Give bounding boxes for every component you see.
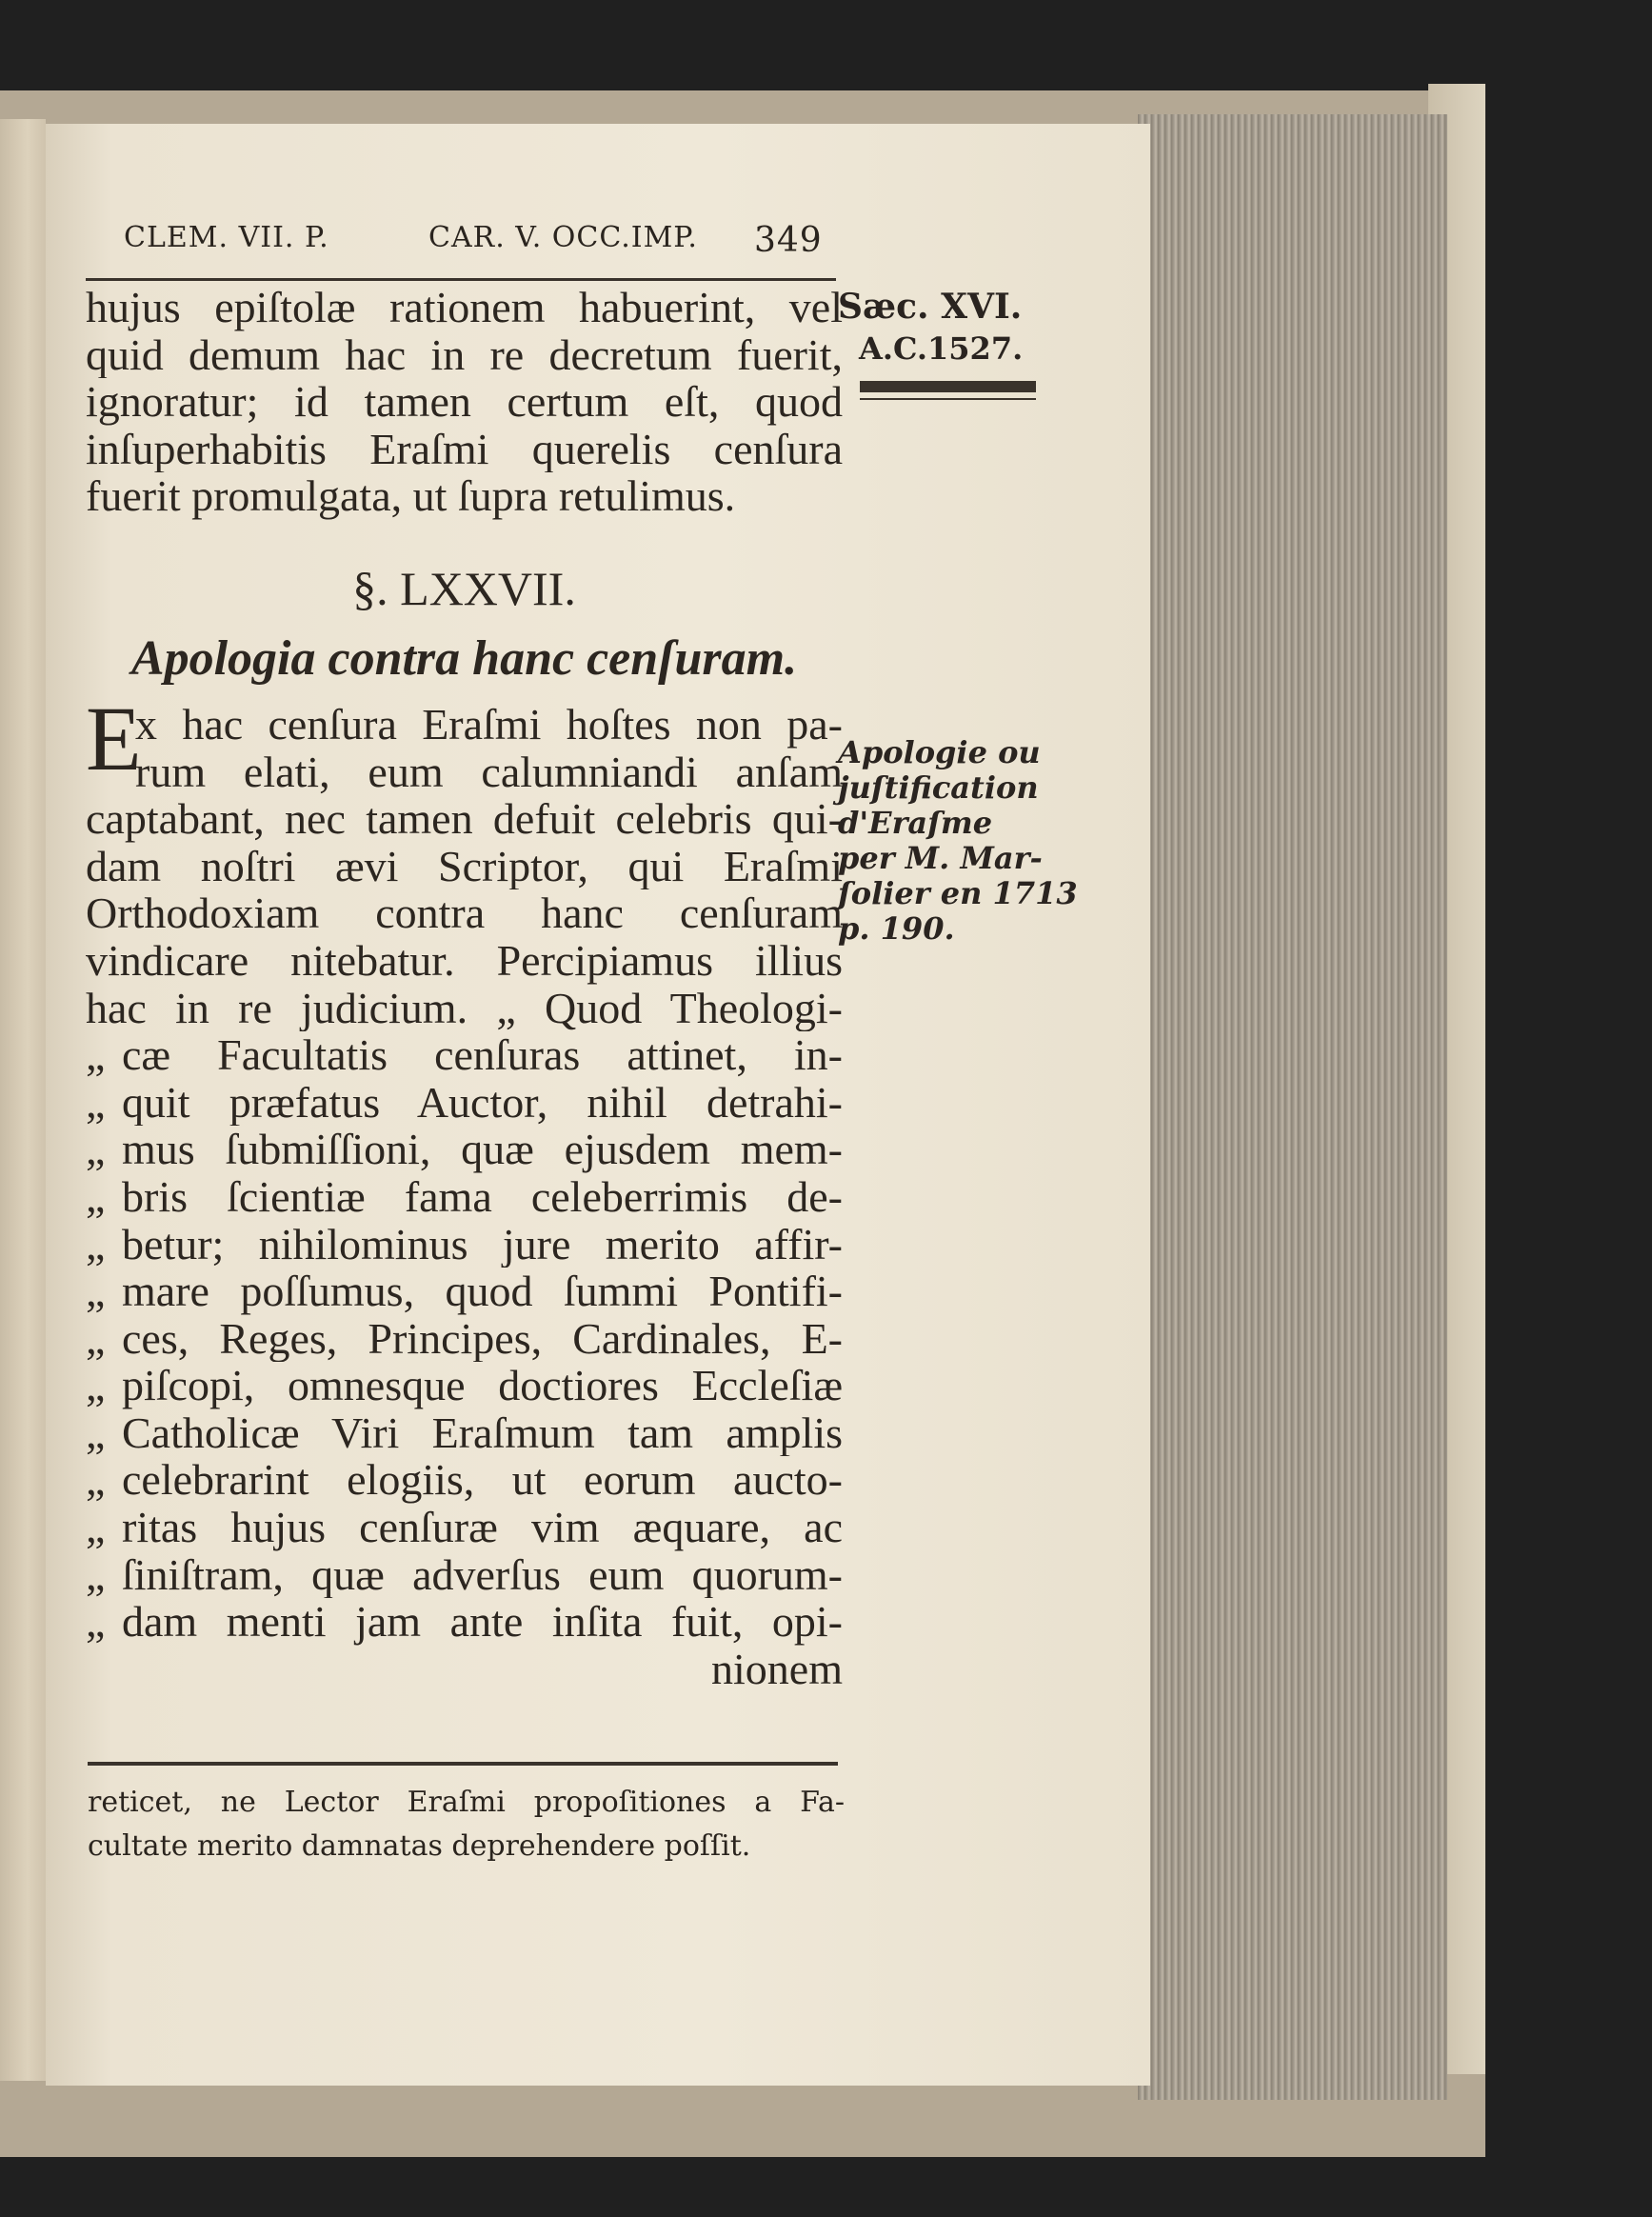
- quoted-passage: [86, 1031, 843, 1646]
- quote-mark: „: [86, 1504, 106, 1551]
- catchword: nionem: [711, 1645, 843, 1693]
- paragraph: [86, 687, 843, 1693]
- header-middle: CAR. V. OCC.IMP.: [428, 221, 698, 254]
- text-line: vindicare nitebatur. Percipiamus illius: [86, 936, 843, 985]
- drop-cap: E: [86, 687, 142, 789]
- quote-mark: „: [86, 1126, 106, 1173]
- facing-page-edge: [0, 119, 46, 2081]
- quoted-text: ritas hujus cenſuræ vim æquare, ac: [122, 1504, 843, 1551]
- quoted-line: [86, 1551, 843, 1599]
- text-line: hujus epiſtolæ rationem habuerint, vel: [86, 284, 843, 331]
- quoted-text: celebrarint elogiis, ut eorum aucto-: [122, 1456, 843, 1505]
- running-header: [124, 221, 838, 267]
- quoted-text: Catholicæ Viri Eraſmum tam amplis: [122, 1408, 843, 1457]
- quoted-line: [86, 1268, 843, 1315]
- footnote-line: cultate merito damnatas deprehendere poſſit.: [88, 1829, 751, 1863]
- margin-year: A.C.1527.: [859, 330, 1024, 367]
- quoted-text: bris ſcientiæ fama celeberrimis de-: [122, 1172, 843, 1221]
- margin-ref-line: juſtification: [838, 769, 1039, 806]
- text-line: Orthodoxiam contra hanc cenſuram: [86, 889, 843, 937]
- quote-mark: „: [86, 1172, 106, 1221]
- quoted-text: mare poſſumus, quod ſummi Pontifi-: [122, 1268, 843, 1315]
- quoted-line: [86, 1173, 843, 1221]
- margin-ref-line: p. 190.: [838, 910, 955, 947]
- footnote: [88, 1781, 845, 1868]
- margin-date-note: [838, 286, 1023, 370]
- margin-thick-rule: [860, 381, 1036, 392]
- quote-mark: „: [86, 1456, 106, 1505]
- text-line: fuerit promulgata, ut ſupra retulimus.: [86, 472, 736, 520]
- text-line: dam noſtri ævi Scriptor, qui Eraſmi: [86, 842, 843, 890]
- quote-mark: „: [86, 1220, 106, 1268]
- header-left: CLEM. VII. P.: [124, 221, 329, 254]
- text-line: quid demum hac in re decretum fuerit,: [86, 330, 843, 379]
- quoted-line: [86, 1456, 843, 1504]
- text-line: rum elati, eum calumniandi anſam: [135, 748, 843, 796]
- text-line: hac in re judicium. „ Quod Theologi-: [86, 984, 843, 1032]
- quoted-text: ces, Reges, Principes, Cardinales, E-: [122, 1314, 843, 1363]
- quoted-text: quit præfatus Auctor, nihil detrahi-: [122, 1078, 843, 1127]
- quoted-line: [86, 1362, 843, 1409]
- quoted-text: ſiniſtram, quæ adverſus eum quorum-: [122, 1550, 843, 1599]
- quoted-line: [86, 1315, 843, 1363]
- quoted-line: [86, 1598, 843, 1646]
- quoted-line: [86, 1504, 843, 1551]
- margin-ref-line: ſolier en 1713: [838, 875, 1078, 911]
- quote-mark: „: [86, 1598, 106, 1646]
- quoted-line: [86, 1031, 843, 1079]
- quoted-line: [86, 1079, 843, 1127]
- section-title: Apologia contra hanc cenſuram.: [130, 630, 798, 686]
- quote-mark: „: [86, 1408, 106, 1457]
- quoted-line: [86, 1409, 843, 1457]
- quoted-text: cæ Facultatis cenſuras attinet, in-: [122, 1031, 843, 1079]
- text-line: ignoratur; id tamen certum eſt, quod: [86, 378, 843, 426]
- quote-mark: „: [86, 1314, 106, 1363]
- page-block-edge: [1138, 114, 1447, 2100]
- quote-mark: „: [86, 1268, 106, 1315]
- quoted-text: piſcopi, omnesque doctiores Eccleſiæ: [122, 1362, 843, 1409]
- margin-ref-line: d'Eraſme: [838, 805, 993, 841]
- footnote-rule: [88, 1762, 838, 1766]
- main-text: [86, 284, 843, 1692]
- footnote-line: reticet, ne Lector Eraſmi propoſitiones a Fa-: [88, 1786, 845, 1819]
- text-line: inſuperhabitis Eraſmi querelis cenſura: [86, 425, 843, 473]
- quoted-text: dam menti jam ante inſita fuit, opi-: [122, 1598, 843, 1646]
- quote-mark: „: [86, 1031, 106, 1079]
- header-rule: [86, 278, 836, 281]
- quote-mark: „: [86, 1550, 106, 1599]
- quoted-text: betur; nihilominus jure merito affir-: [122, 1220, 843, 1268]
- margin-ref-line: per M. Mar-: [838, 840, 1043, 876]
- quoted-line: [86, 1126, 843, 1173]
- text-line: x hac cenſura Eraſmi hoſtes non pa-: [135, 700, 843, 749]
- section-number: §. LXXVII.: [352, 561, 576, 615]
- margin-reference-note: [838, 735, 1078, 947]
- margin-era: Sæc. XVI.: [838, 287, 1023, 327]
- margin-ref-line: Apologie ou: [838, 734, 1041, 770]
- quoted-line: [86, 1221, 843, 1268]
- quote-mark: „: [86, 1362, 106, 1409]
- text-line: captabant, nec tamen defuit celebris qui-: [86, 795, 843, 843]
- margin-thin-rule: [860, 398, 1036, 400]
- quoted-text: mus ſubmiſſioni, quæ ejusdem mem-: [122, 1126, 843, 1173]
- page-number: 349: [754, 221, 823, 260]
- quote-mark: „: [86, 1078, 106, 1127]
